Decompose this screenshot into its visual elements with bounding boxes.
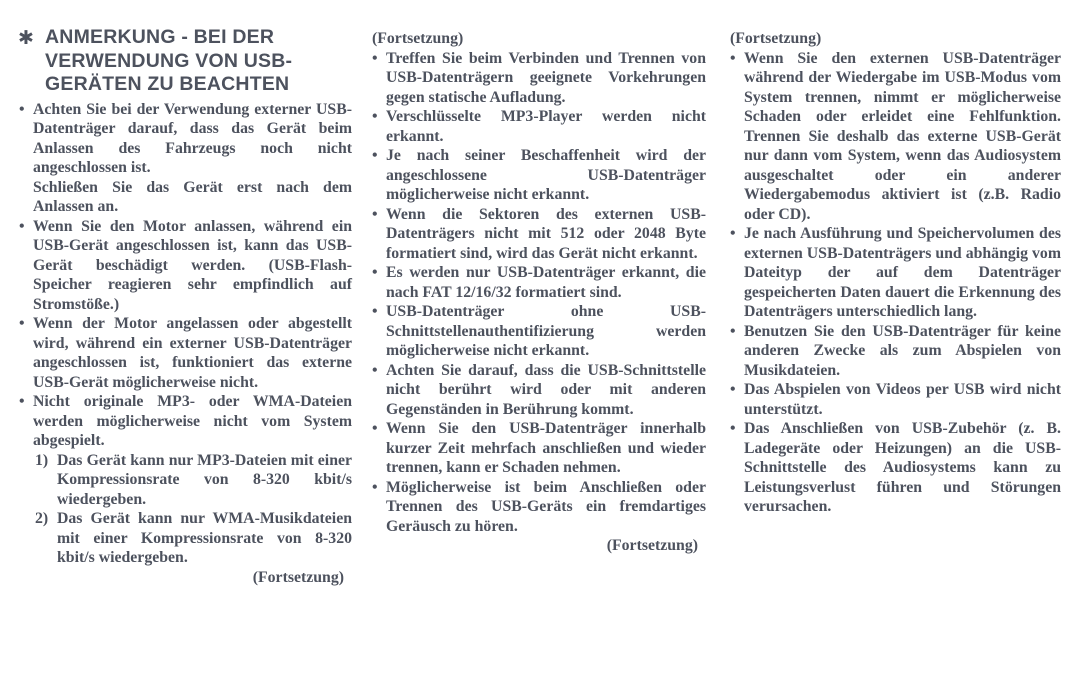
list-item [18, 314, 352, 392]
heading-line-3: GERÄTEN ZU BEACHTEN [45, 73, 290, 95]
list-item [371, 107, 706, 146]
list-item-text: USB-Datenträger ohne USB-Schnittstellenauthentifizierung werden möglicherweise nicht erkannt. [386, 303, 706, 359]
list-item-text: Wenn der Motor angelassen oder abgestellt wird, während ein externer USB-Datenträger angeschlossen ist, funktioniert das externe USB-Gerät möglicherweise nicht. [33, 315, 352, 391]
list-item [18, 100, 352, 178]
bullet-icon: • [19, 217, 25, 235]
list-item-text: Es werden nur USB-Datenträger erkannt, die nach FAT 12/16/32 formatiert sind. [386, 264, 706, 301]
list-item-text: Achten Sie darauf, dass die USB-Schnittstelle nicht berührt wird oder mit anderen Gegenständen in Berührung kommt. [386, 361, 706, 418]
list-item [18, 217, 352, 315]
numbered-item-text: Das Gerät kann nur MP3-Dateien mit einer Kompressionsrate von 8-320 kbit/s wiedergeben. [57, 451, 352, 508]
column-left [18, 26, 352, 587]
numbered-item [18, 451, 352, 510]
list-item [371, 49, 706, 108]
item-number: 2) [35, 510, 49, 527]
bullet-icon: • [19, 100, 25, 118]
list-item-text: Wenn Sie den Motor anlassen, während ein USB-Gerät angeschlossen ist, kann das USB-Gerät beschädigt werden. (USB-Flash-Speicher reagieren sehr empfindlich auf Stromstöße.) [33, 217, 352, 313]
continuation-footer: (Fortsetzung) [606, 537, 698, 554]
list-item [729, 224, 1061, 322]
heading-line-1: ANMERKUNG - BEI DER [45, 26, 275, 48]
list-item-text: Möglicherweise ist beim Anschließen oder Trennen des USB-Geräts ein fremdartiges Geräusch zu hören. [386, 478, 706, 535]
list-item-text: Achten Sie bei der Verwendung externer USB-Datenträger darauf, dass das Gerät beim Anlassen des Fahrzeugs noch nicht angeschlossen ist. [33, 100, 352, 176]
bullet-icon: • [730, 49, 736, 67]
list-item-text: Nicht originale MP3- oder WMA-Dateien werden möglicherweise nicht vom System abgespielt. [33, 393, 352, 449]
list-item-text: Benutzen Sie den USB-Datenträger für keine anderen Zwecke als zum Abspielen von Musikdateien. [744, 322, 1061, 379]
numbered-item [18, 509, 352, 568]
list-item [729, 380, 1061, 419]
item-number: 1) [35, 451, 49, 469]
continuation-header: (Fortsetzung) [372, 30, 464, 47]
list-item-text: Verschlüsselte MP3-Player werden nicht erkannt. [386, 108, 706, 145]
bullet-icon: • [372, 264, 378, 281]
bullet-icon: • [372, 49, 378, 67]
list-item [371, 419, 706, 478]
bullet-icon: • [730, 420, 736, 437]
list-item [371, 361, 706, 420]
list-item-text: Treffen Sie beim Verbinden und Trennen von USB-Datenträgern geeignete Vorkehrungen gegen statische Aufladung. [386, 49, 706, 106]
bullet-icon: • [372, 205, 378, 223]
bullet-icon: • [372, 361, 378, 379]
bullet-icon: • [730, 225, 736, 242]
bullet-icon: • [730, 381, 736, 398]
bullet-icon: • [372, 147, 378, 164]
list-item [729, 49, 1061, 225]
bullet-icon: • [372, 420, 378, 437]
note-asterisk-icon: ✱ [18, 27, 35, 49]
list-item [18, 392, 352, 451]
bullet-icon: • [730, 322, 736, 340]
list-item [729, 322, 1061, 381]
list-item-text: Wenn Sie den externen USB-Datenträger während der Wiedergabe im USB-Modus vom System trennen, nimmt er möglicherweise Schaden oder erleidet eine Fehlfunktion. Trennen Sie deshalb das externe USB-Gerät nur dann vom System, wenn das Audiosystem ausgeschaltet oder ein anderer Wiedergabemodus aktiviert ist (z.B. Radio oder CD). [744, 49, 1061, 223]
column-right [729, 29, 1061, 517]
list-item-text: Je nach Ausführung und Speichervolumen des externen USB-Datenträgers und abhängig vom Dateityp der auf dem Datenträger gespeicherten Daten dauert die Erkennung des Datenträgers unterschiedlich lang. [744, 225, 1061, 320]
section-heading-text [45, 26, 292, 95]
list-item-text: Das Anschließen von USB-Zubehör (z. B. Ladegeräte oder Heizungen) an die USB-Schnittstelle des Audiosystems kann zu Leistungsverlust führen und Störungen verursachen. [744, 420, 1061, 515]
heading-line-2: VERWENDUNG VON USB- [45, 49, 293, 72]
list-item [371, 146, 706, 205]
bullet-icon: • [19, 315, 25, 332]
continuation-header: (Fortsetzung) [730, 30, 822, 47]
list-item [371, 478, 706, 537]
list-item [371, 302, 706, 361]
list-item [371, 205, 706, 264]
list-item-text: Wenn die Sektoren des externen USB-Datenträgers nicht mit 512 oder 2048 Byte formatiert sind, wird das Gerät nicht erkannt. [386, 205, 706, 262]
list-item-text: Je nach seiner Beschaffenheit wird der angeschlossene USB-Datenträger möglicherweise nicht erkannt. [386, 147, 706, 203]
bullet-icon: • [19, 393, 25, 410]
continuation-footer: (Fortsetzung) [252, 568, 344, 586]
list-item [729, 419, 1061, 517]
column-middle [371, 29, 706, 556]
bullet-icon: • [372, 303, 378, 320]
list-item-text: Wenn Sie den USB-Datenträger innerhalb kurzer Zeit mehrfach anschließen und wieder trennen, kann er Schaden nehmen. [386, 420, 706, 476]
list-item-text: Das Abspielen von Videos per USB wird nicht unterstützt. [744, 381, 1061, 418]
continuation-paragraph: Schließen Sie das Gerät erst nach dem Anlassen an. [33, 178, 352, 215]
bullet-icon: • [372, 478, 378, 496]
numbered-item-text: Das Gerät kann nur WMA-Musikdateien mit einer Kompressionsrate von 8-320 kbit/s wiedergeben. [57, 510, 352, 566]
list-item [371, 263, 706, 302]
section-heading [18, 26, 352, 97]
bullet-icon: • [372, 108, 378, 125]
